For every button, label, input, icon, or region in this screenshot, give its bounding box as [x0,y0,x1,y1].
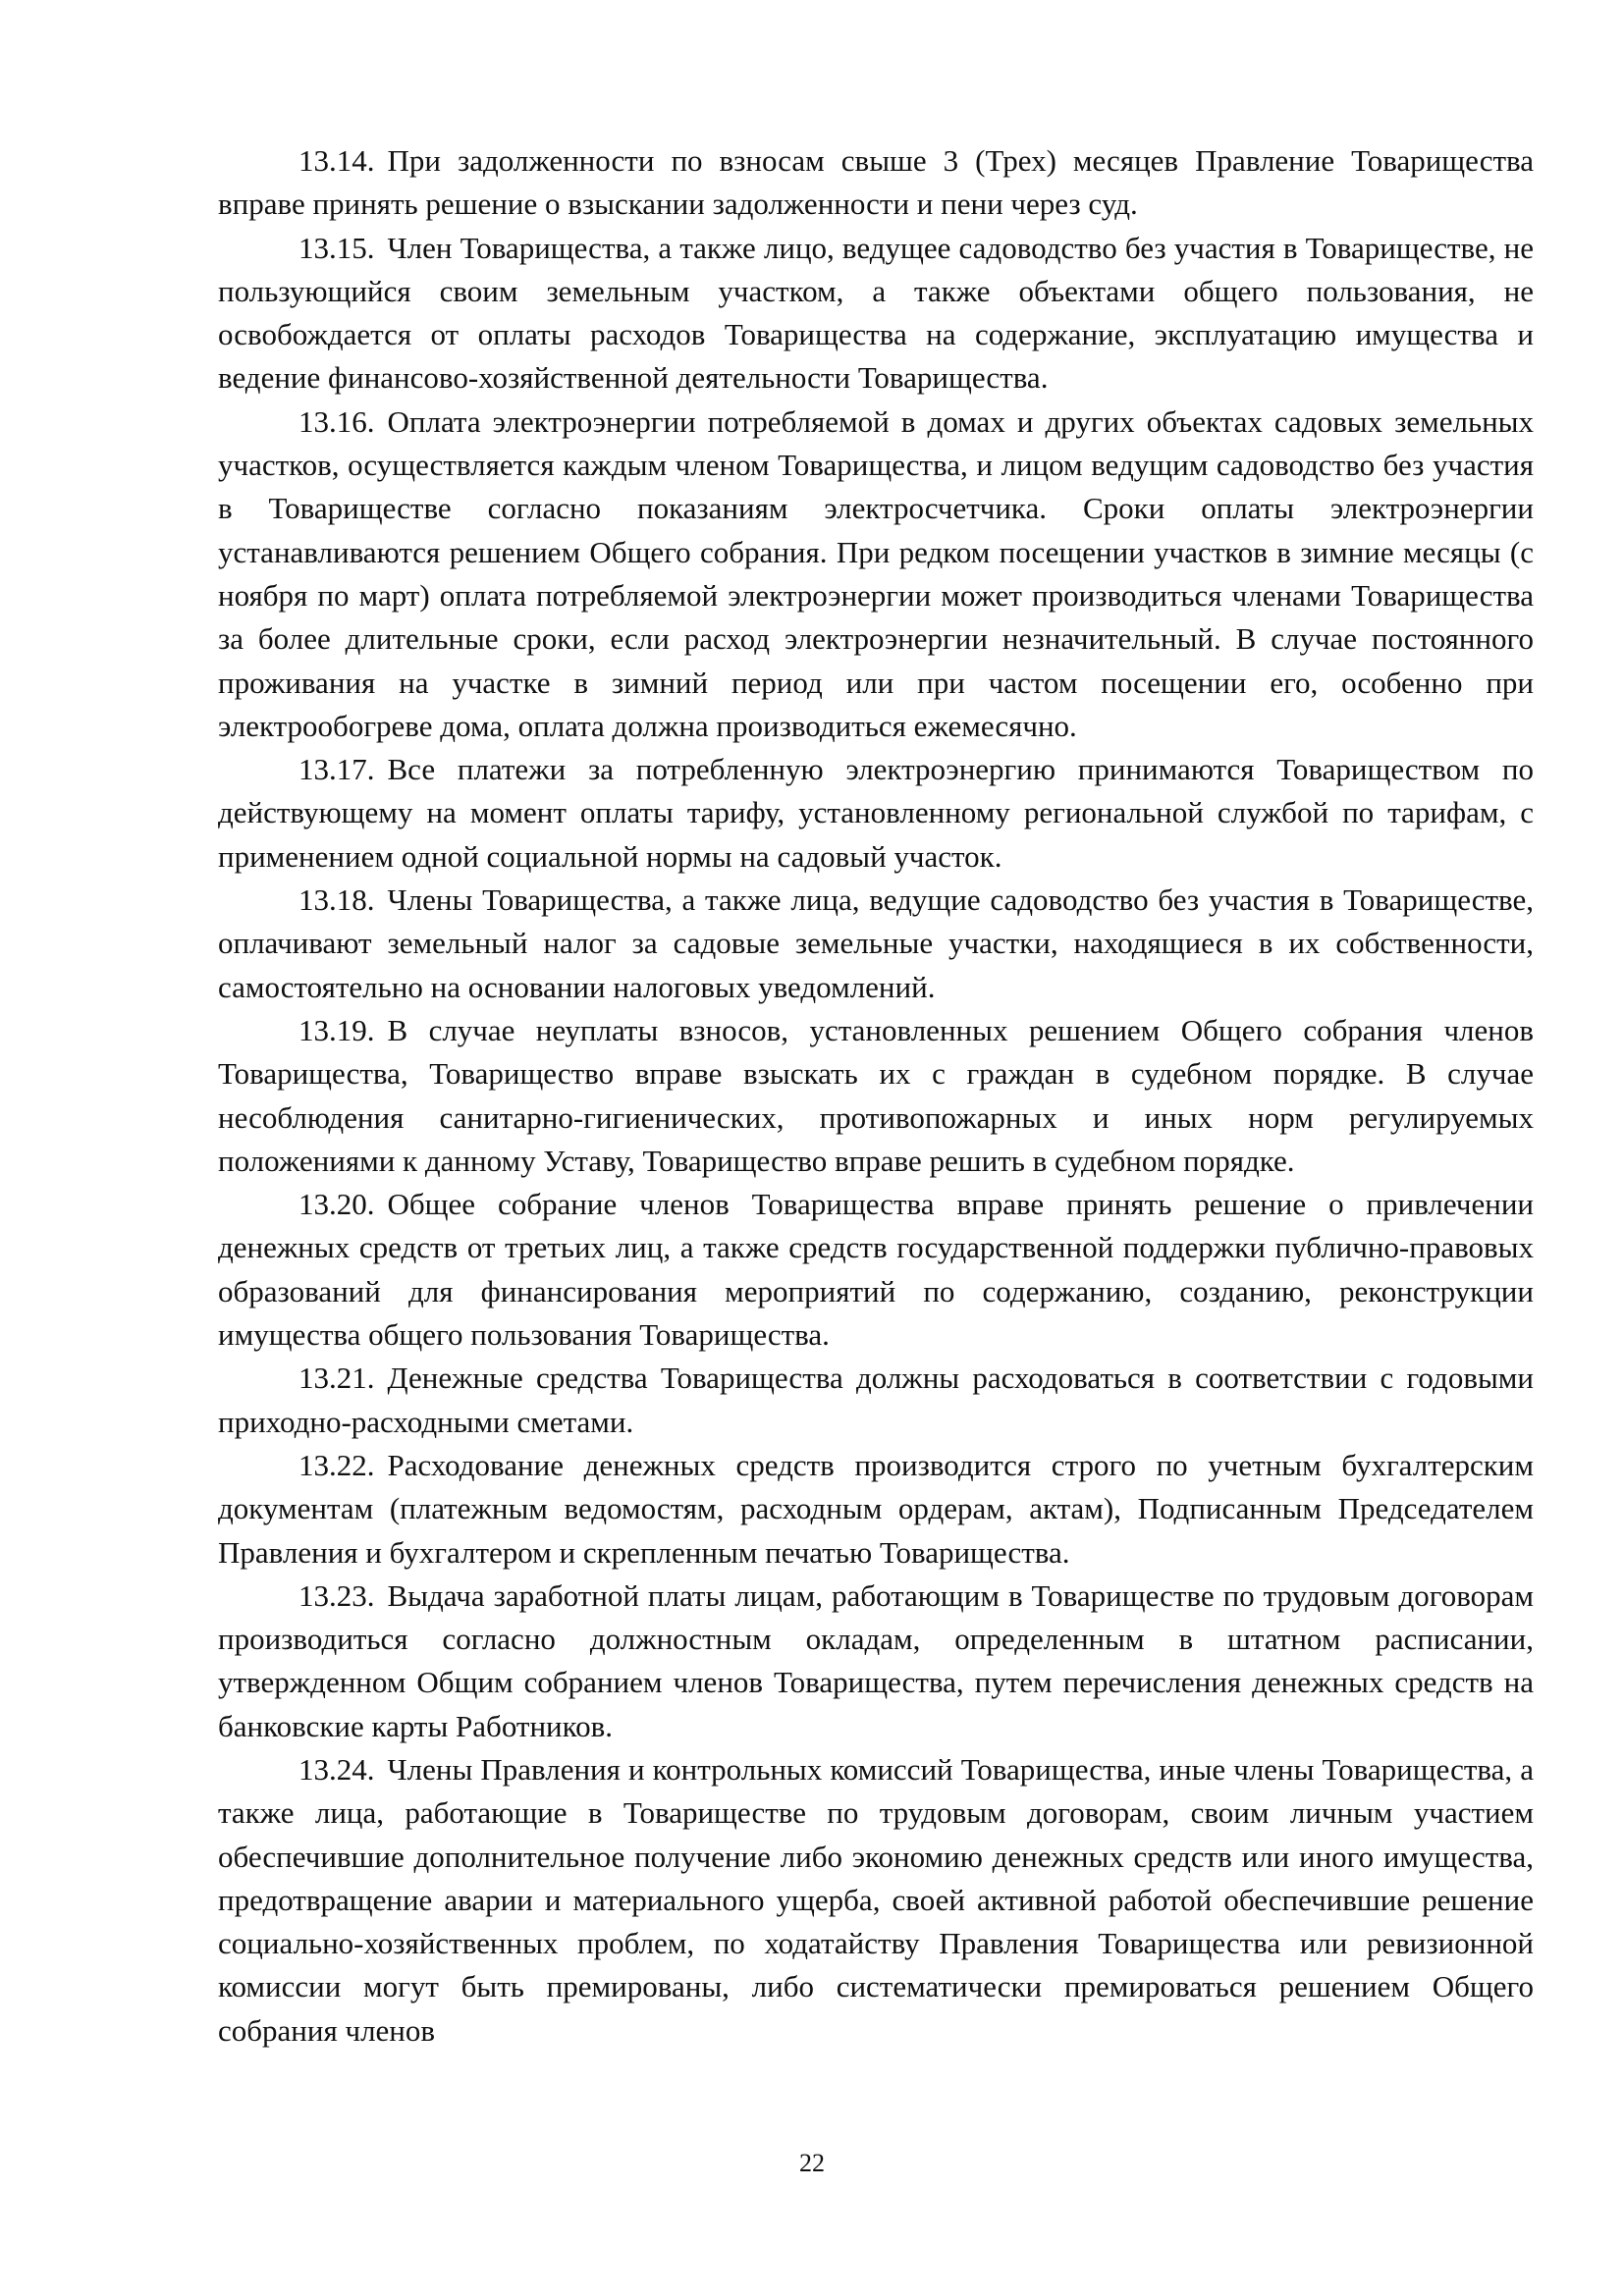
paragraph-number: 13.16. [298,403,375,439]
paragraph-number: 13.21. [298,1361,375,1396]
paragraph-text: Оплата электроэнергии потребляемой в домах и других объектах садовых земельных участков, осуществляется каждым членом Товарищества, и лицом ведущим садоводство без участия в Товариществе согласно показаниям электросчетчика. Сроки оплаты электроэнергии устанавливаются решением Общего собрания. При редком посещении участков в зимние месяцы (с ноября по март) оплата потребляемой электроэнергии может производиться членами Товарищества за более длительные сроки, если расход электроэнергии незначительный. В случае постоянного проживания на участке в зимний период или при частом посещении его, особенно при электрообогреве дома, оплата должна производиться ежемесячно. [218,403,1534,743]
paragraph-13-15 [218,227,1534,400]
paragraph-13-17 [218,748,1534,879]
paragraph-text: Члены Правления и контрольных комиссий Товарищества, иные члены Товарищества, а также лица, работающие в Товариществе по трудовым договорам, своим личным участием обеспечившие дополнительное получение либо экономию денежных средств или иного имущества, предотвращение аварии и материального ущерба, своей активной работой обеспечившие решение социально-хозяйственных проблем, по ходатайству Правления Товарищества или ревизионной комиссии могут быть премированы, либо систематически премироваться решением Общего собрания членов [218,1751,1534,2048]
paragraph-number: 13.15. [298,230,375,265]
paragraph-13-14 [218,139,1534,227]
paragraph-text: В случае неуплаты взносов, установленных решением Общего собрания членов Товарищества, Товарищество вправе взыскать их с граждан в судебном порядке. В случае несоблюдения санитарно-гигиенических, противопожарных и иных норм регулируемых положениями к данному Уставу, Товарищество вправе решить в судебном порядке. [218,1012,1534,1178]
paragraph-number: 13.19. [298,1012,375,1047]
paragraph-13-23 [218,1575,1534,1748]
paragraph-13-19 [218,1009,1534,1183]
paragraph-text: Расходование денежных средств производится строго по учетным бухгалтерским документам (платежным ведомостям, расходным ордерам, актам), Подписанным Председателем Правления и бухгалтером и скрепленным печатью Товарищества. [218,1447,1534,1570]
paragraph-number: 13.20. [298,1187,375,1222]
paragraph-number: 13.14. [298,143,375,178]
paragraph-13-20 [218,1183,1534,1357]
page-number: 22 [799,2149,825,2177]
paragraph-number: 13.18. [298,882,375,918]
paragraph-number: 13.22. [298,1447,375,1482]
paragraph-number: 13.24. [298,1751,375,1787]
paragraph-13-21 [218,1357,1534,1444]
paragraph-text: Денежные средства Товарищества должны расходоваться в соответствии с годовыми приходно-расходными сметами. [218,1361,1534,1439]
paragraph-text: Выдача заработной платы лицам, работающим в Товариществе по трудовым договорам производиться согласно должностным окладам, определенным в штатном расписании, утвержденном Общим собранием членов Товарищества, путем перечисления денежных средств на банковские карты Работников. [218,1577,1534,1743]
paragraph-text: При задолженности по взносам свыше 3 (Трех) месяцев Правление Товарищества вправе принять решение о взыскании задолженности и пени через суд. [218,143,1534,222]
paragraph-text: Член Товарищества, а также лицо, ведущее садоводство без участия в Товариществе, не пользующийся своим земельным участком, а также объектами общего пользования, не освобождается от оплаты расходов Товарищества на содержание, эксплуатацию имущества и ведение финансово-хозяйственной деятельности Товарищества. [218,230,1534,396]
paragraph-13-24 [218,1748,1534,2053]
paragraph-text: Члены Товарищества, а также лица, ведущие садоводство без участия в Товариществе, оплачивают земельный налог за садовые земельные участки, находящиеся в их собственности, самостоятельно на основании налоговых уведомлений. [218,882,1534,1004]
paragraph-text: Общее собрание членов Товарищества вправе принять решение о привлечении денежных средств от третьих лиц, а также средств государственной поддержки публично-правовых образований для финансирования мероприятий по содержанию, созданию, реконструкции имущества общего пользования Товарищества. [218,1187,1534,1353]
document-body [218,139,1534,2053]
paragraph-13-16 [218,400,1534,748]
paragraph-13-18 [218,879,1534,1009]
paragraph-number: 13.23. [298,1577,375,1613]
paragraph-number: 13.17. [298,752,375,787]
paragraph-text: Все платежи за потребленную электроэнергию принимаются Товариществом по действующему на момент оплаты тарифу, установленному региональной службой по тарифам, с применением одной социальной нормы на садовый участок. [218,752,1534,874]
paragraph-13-22 [218,1444,1534,1575]
